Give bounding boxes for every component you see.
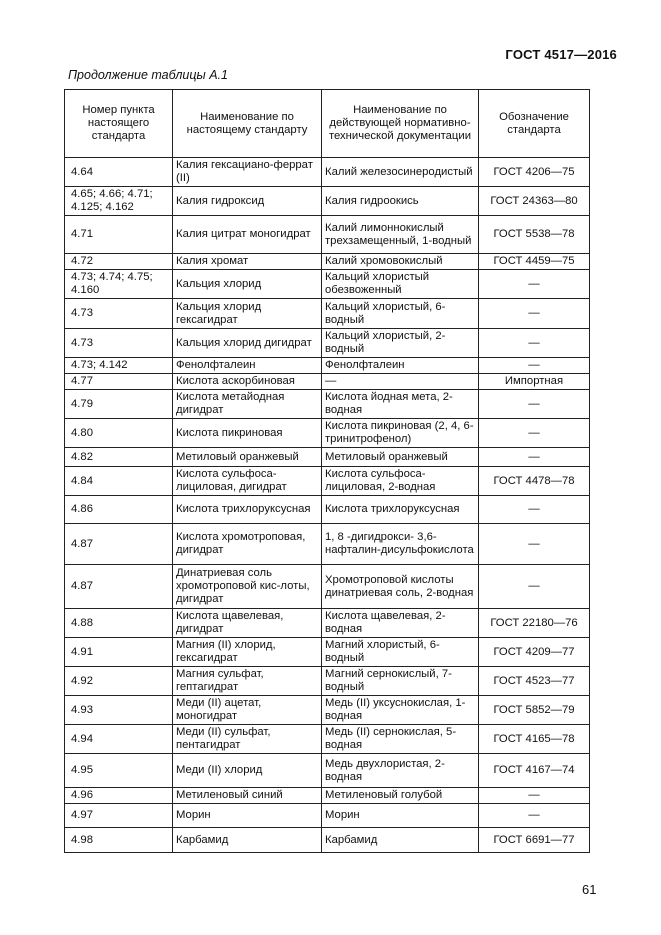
table-row: [65, 158, 590, 187]
cell-name-this-standard: Метиловый оранжевый: [173, 448, 322, 467]
table-caption: Продолжение таблицы А.1: [68, 68, 228, 82]
table-row: [65, 448, 590, 467]
header-standard-designation: Обозначение стандарта: [479, 90, 590, 158]
cell-item-number: 4.64: [65, 158, 173, 187]
cell-name-this-standard: Кальция хлорид: [173, 270, 322, 299]
cell-standard-designation: ГОСТ 4165—78: [479, 725, 590, 754]
cell-name-current-docs: Метиленовый голубой: [322, 788, 479, 804]
table-row: [65, 754, 590, 788]
cell-item-number: 4.93: [65, 696, 173, 725]
cell-name-current-docs: Кальций хлористый, 6-водный: [322, 299, 479, 329]
cell-item-number: 4.65; 4.66; 4.71; 4.125; 4.162: [65, 187, 173, 216]
table-row: [65, 419, 590, 448]
cell-item-number: 4.95: [65, 754, 173, 788]
table-row: [65, 804, 590, 828]
cell-name-this-standard: Калия гексациано-феррат (II): [173, 158, 322, 187]
table-row: [65, 696, 590, 725]
cell-item-number: 4.96: [65, 788, 173, 804]
cell-name-current-docs: Кислота щавелевая, 2-водная: [322, 609, 479, 638]
cell-name-current-docs: Кальций хлористый обезвоженный: [322, 270, 479, 299]
cell-standard-designation: ГОСТ 4206—75: [479, 158, 590, 187]
table-row: [65, 609, 590, 638]
cell-name-this-standard: Магния сульфат, гептагидрат: [173, 667, 322, 696]
cell-item-number: 4.87: [65, 565, 173, 609]
cell-name-this-standard: Морин: [173, 804, 322, 828]
cell-item-number: 4.71: [65, 216, 173, 254]
cell-name-current-docs: Карбамид: [322, 828, 479, 853]
cell-item-number: 4.97: [65, 804, 173, 828]
cell-name-this-standard: Фенолфталеин: [173, 358, 322, 374]
table-row: [65, 216, 590, 254]
table-row: [65, 496, 590, 524]
cell-item-number: 4.98: [65, 828, 173, 853]
cell-item-number: 4.73; 4.74; 4.75; 4.160: [65, 270, 173, 299]
cell-name-this-standard: Кислота трихлоруксусная: [173, 496, 322, 524]
cell-item-number: 4.73; 4.142: [65, 358, 173, 374]
cell-item-number: 4.72: [65, 254, 173, 270]
cell-item-number: 4.82: [65, 448, 173, 467]
table-row: [65, 524, 590, 565]
cell-name-this-standard: Кислота пикриновая: [173, 419, 322, 448]
cell-name-current-docs: Магний сернокислый, 7-водный: [322, 667, 479, 696]
cell-standard-designation: —: [479, 448, 590, 467]
cell-standard-designation: ГОСТ 5538—78: [479, 216, 590, 254]
cell-item-number: 4.94: [65, 725, 173, 754]
cell-name-current-docs: Медь двухлористая, 2-водная: [322, 754, 479, 788]
cell-name-this-standard: Кислота сульфоса-лициловая, дигидрат: [173, 467, 322, 496]
cell-name-this-standard: Карбамид: [173, 828, 322, 853]
cell-name-this-standard: Калия гидроксид: [173, 187, 322, 216]
table-row: [65, 299, 590, 329]
table-row: [65, 358, 590, 374]
cell-name-current-docs: Калий железосинеродистый: [322, 158, 479, 187]
table-row: [65, 725, 590, 754]
table-row: [65, 374, 590, 390]
cell-name-current-docs: Медь (II) сернокислая, 5-водная: [322, 725, 479, 754]
cell-standard-designation: —: [479, 390, 590, 419]
cell-name-current-docs: —: [322, 374, 479, 390]
cell-name-current-docs: Кислота йодная мета, 2-водная: [322, 390, 479, 419]
cell-name-current-docs: Магний хлористый, 6-водный: [322, 638, 479, 667]
cell-name-this-standard: Кальция хлорид гексагидрат: [173, 299, 322, 329]
cell-standard-designation: —: [479, 804, 590, 828]
page-number: 61: [582, 882, 597, 897]
table-row: [65, 828, 590, 853]
document-code: ГОСТ 4517—2016: [505, 47, 617, 62]
standards-table: [64, 89, 590, 853]
cell-standard-designation: ГОСТ 4167—74: [479, 754, 590, 788]
cell-standard-designation: —: [479, 329, 590, 358]
cell-standard-designation: ГОСТ 24363—80: [479, 187, 590, 216]
cell-item-number: 4.91: [65, 638, 173, 667]
cell-name-current-docs: Кислота пикриновая (2, 4, 6-тринитрофенол): [322, 419, 479, 448]
cell-standard-designation: —: [479, 270, 590, 299]
cell-name-this-standard: Меди (II) ацетат, моногидрат: [173, 696, 322, 725]
cell-standard-designation: ГОСТ 4209—77: [479, 638, 590, 667]
cell-standard-designation: ГОСТ 4523—77: [479, 667, 590, 696]
cell-name-this-standard: Меди (II) хлорид: [173, 754, 322, 788]
header-item-number: Номер пункта настоящего стандарта: [65, 90, 173, 158]
table-row: [65, 565, 590, 609]
cell-item-number: 4.86: [65, 496, 173, 524]
cell-standard-designation: Импортная: [479, 374, 590, 390]
header-name-this-standard: Наименование по настоящему стандарту: [173, 90, 322, 158]
cell-name-this-standard: Калия цитрат моногидрат: [173, 216, 322, 254]
cell-standard-designation: —: [479, 565, 590, 609]
cell-standard-designation: —: [479, 299, 590, 329]
cell-item-number: 4.80: [65, 419, 173, 448]
cell-name-this-standard: Метиленовый синий: [173, 788, 322, 804]
table-row: [65, 467, 590, 496]
cell-item-number: 4.73: [65, 329, 173, 358]
cell-name-current-docs: Медь (II) уксуснокислая, 1-водная: [322, 696, 479, 725]
table-row: [65, 788, 590, 804]
cell-name-current-docs: Калия гидроокись: [322, 187, 479, 216]
cell-standard-designation: ГОСТ 4478—78: [479, 467, 590, 496]
cell-item-number: 4.88: [65, 609, 173, 638]
cell-standard-designation: —: [479, 419, 590, 448]
cell-name-current-docs: Метиловый оранжевый: [322, 448, 479, 467]
cell-standard-designation: ГОСТ 22180—76: [479, 609, 590, 638]
cell-name-this-standard: Магния (II) хлорид, гексагидрат: [173, 638, 322, 667]
cell-name-this-standard: Кислота метайодная дигидрат: [173, 390, 322, 419]
cell-item-number: 4.73: [65, 299, 173, 329]
cell-standard-designation: ГОСТ 4459—75: [479, 254, 590, 270]
cell-name-current-docs: Калий лимоннокислый трехзамещенный, 1-водный: [322, 216, 479, 254]
cell-name-current-docs: Хромотроповой кислоты динатриевая соль, 2-водная: [322, 565, 479, 609]
cell-name-current-docs: Кальций хлористый, 2-водный: [322, 329, 479, 358]
table-row: [65, 270, 590, 299]
cell-standard-designation: —: [479, 358, 590, 374]
cell-standard-designation: ГОСТ 6691—77: [479, 828, 590, 853]
cell-name-current-docs: Кислота трихлоруксусная: [322, 496, 479, 524]
table-row: [65, 329, 590, 358]
cell-standard-designation: ГОСТ 5852—79: [479, 696, 590, 725]
table-row: [65, 254, 590, 270]
cell-name-current-docs: Фенолфталеин: [322, 358, 479, 374]
table-row: [65, 187, 590, 216]
table-row: [65, 667, 590, 696]
cell-name-this-standard: Кислота щавелевая, дигидрат: [173, 609, 322, 638]
cell-item-number: 4.79: [65, 390, 173, 419]
table-row: [65, 390, 590, 419]
cell-name-this-standard: Меди (II) сульфат, пентагидрат: [173, 725, 322, 754]
cell-item-number: 4.92: [65, 667, 173, 696]
cell-name-this-standard: Кислота аскорбиновая: [173, 374, 322, 390]
cell-name-this-standard: Калия хромат: [173, 254, 322, 270]
cell-item-number: 4.87: [65, 524, 173, 565]
table-header-row: [65, 90, 590, 158]
cell-name-current-docs: 1, 8 -дигидрокси- 3,6-нафталин-дисульфокислота: [322, 524, 479, 565]
cell-item-number: 4.77: [65, 374, 173, 390]
cell-standard-designation: —: [479, 496, 590, 524]
table-row: [65, 638, 590, 667]
cell-name-this-standard: Кислота хромотроповая, дигидрат: [173, 524, 322, 565]
cell-name-current-docs: Кислота сульфоса-лициловая, 2-водная: [322, 467, 479, 496]
header-name-current-docs: Наименование по действующей нормативно-технической документации: [322, 90, 479, 158]
cell-name-current-docs: Морин: [322, 804, 479, 828]
cell-name-this-standard: Динатриевая соль хромотроповой кис-лоты, дигидрат: [173, 565, 322, 609]
cell-item-number: 4.84: [65, 467, 173, 496]
cell-standard-designation: —: [479, 524, 590, 565]
cell-name-this-standard: Кальция хлорид дигидрат: [173, 329, 322, 358]
cell-standard-designation: —: [479, 788, 590, 804]
cell-name-current-docs: Калий хромовокислый: [322, 254, 479, 270]
